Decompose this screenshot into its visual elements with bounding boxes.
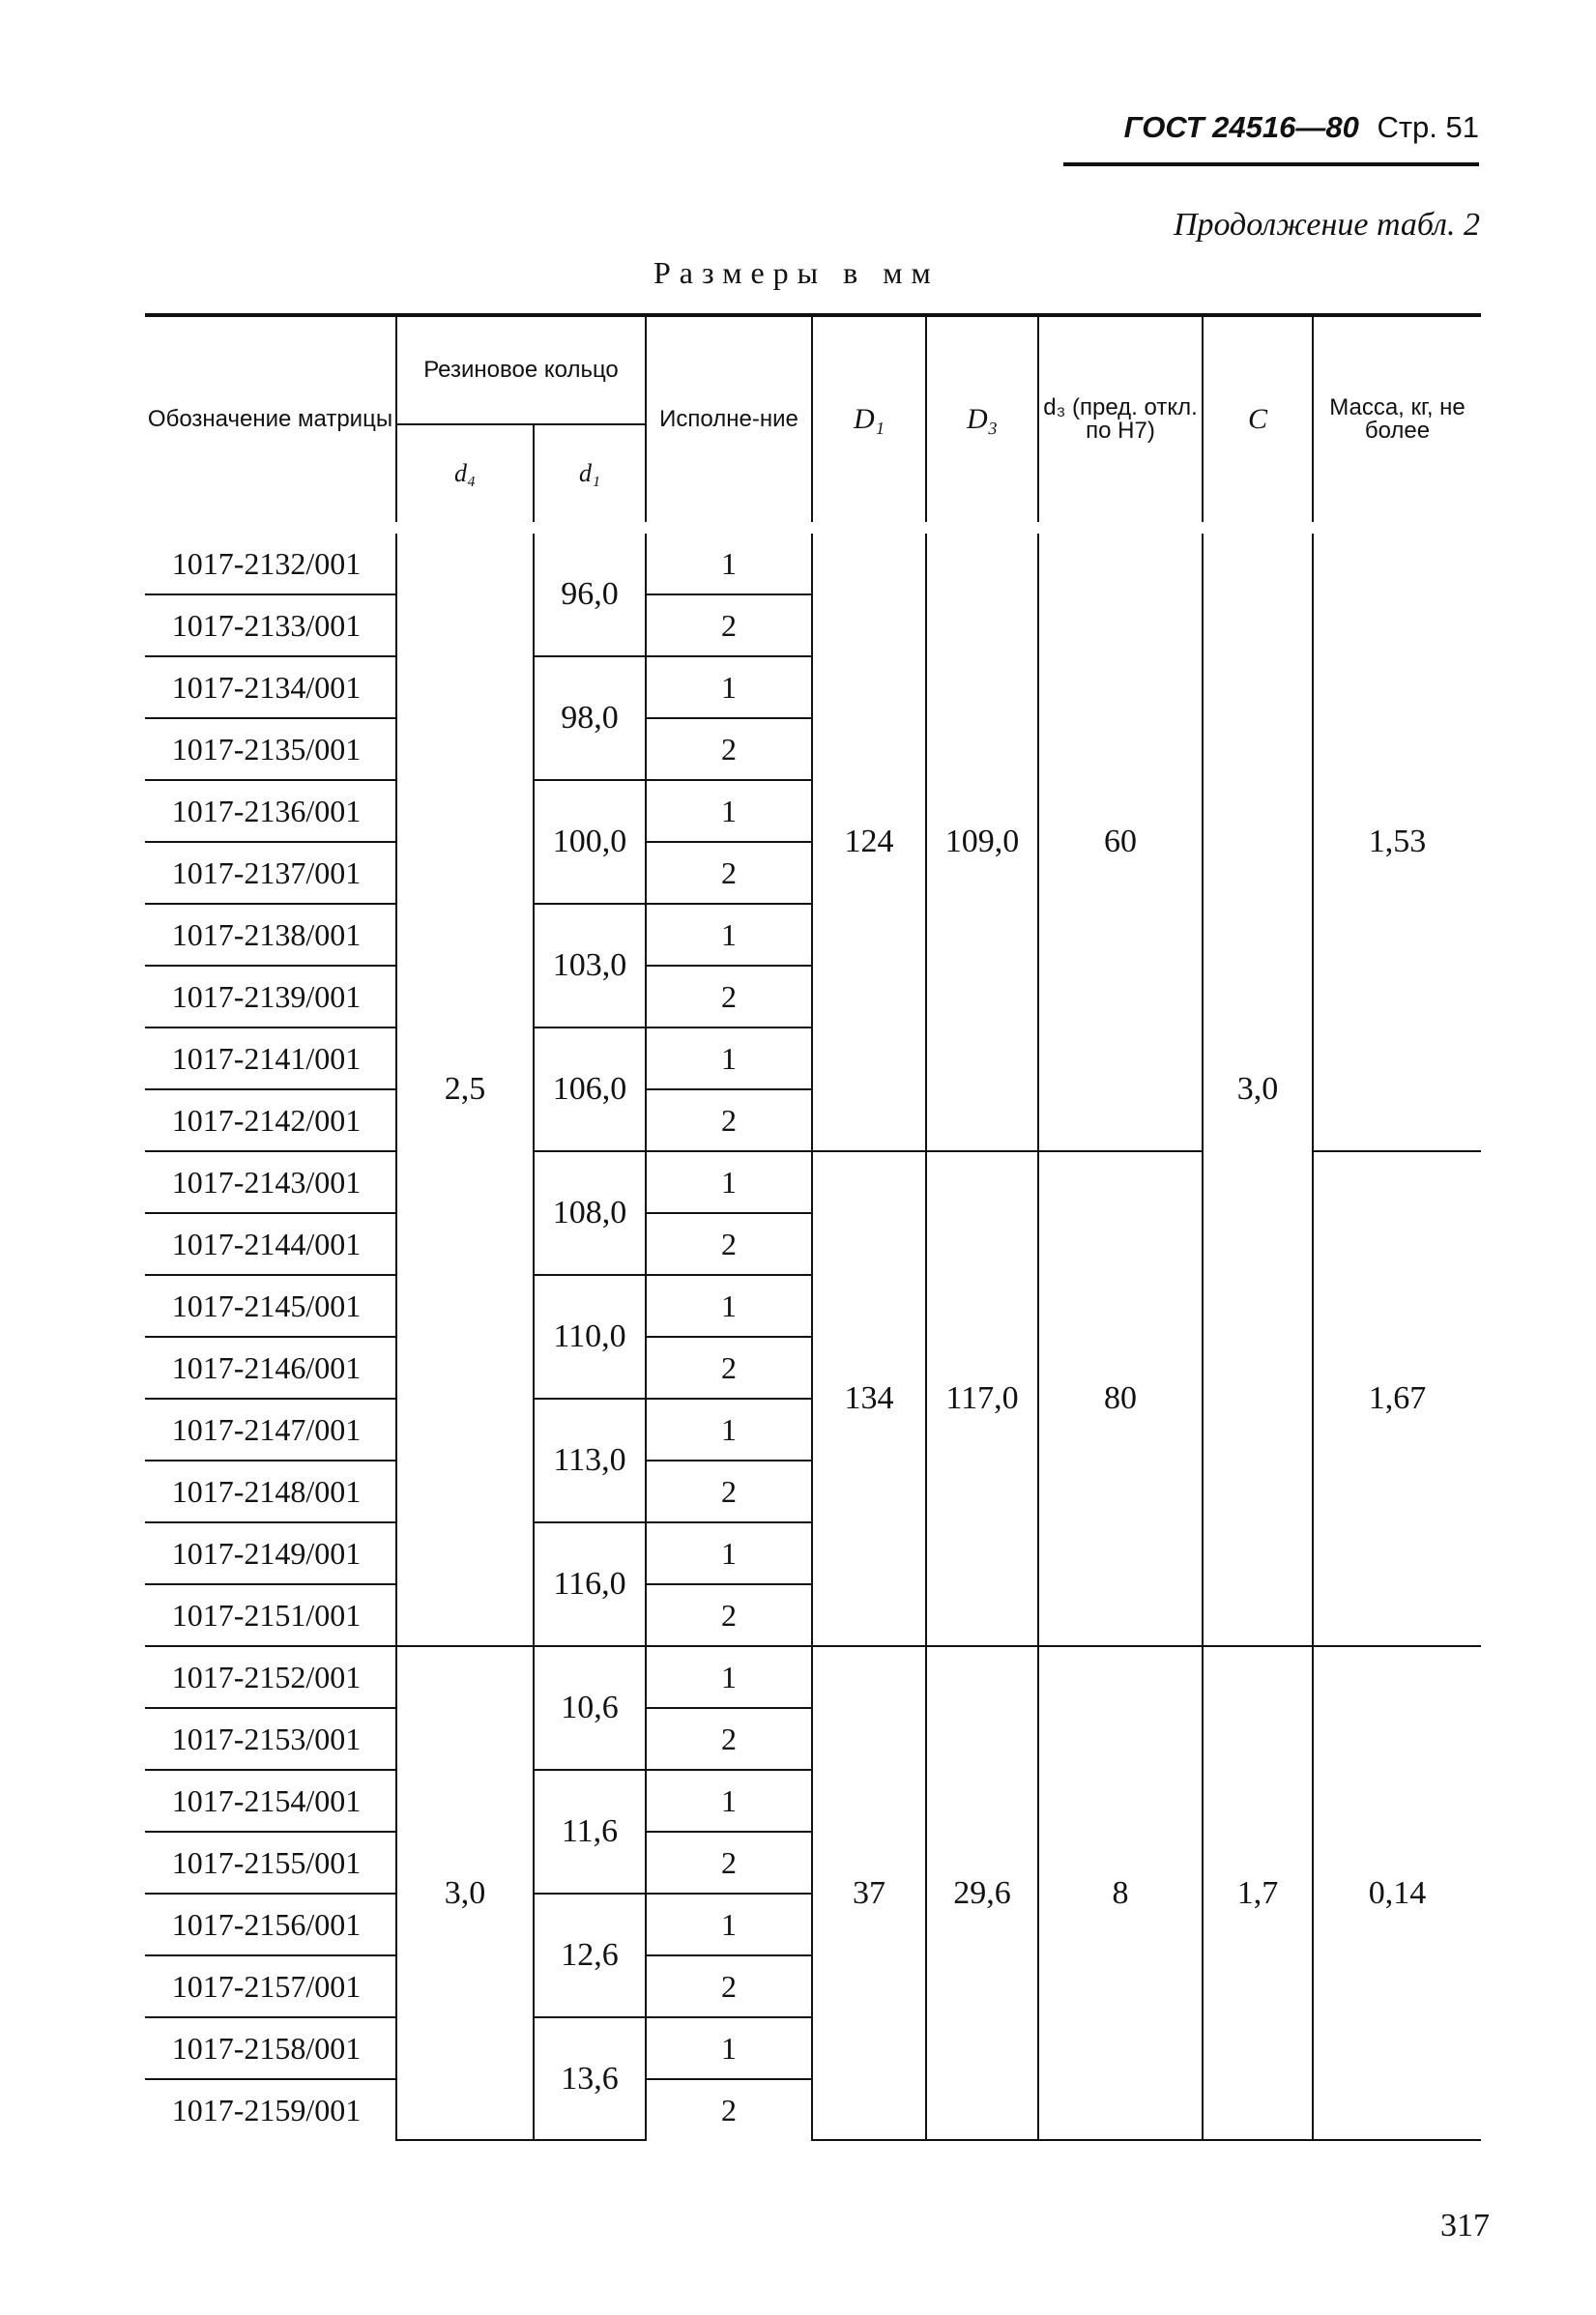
D3-cell: 117,0 [926,1151,1038,1646]
col-d4: d₄ [396,424,534,528]
col-D3: D₃ [926,315,1038,528]
d1-cell: 103,0 [534,904,646,1027]
D1-cell: 37 [812,1646,926,2140]
version-cell: 2 [646,1584,812,1646]
col-rubber-ring: Резиновое кольцо [396,315,646,424]
designation-cell: 1017-2135/001 [145,718,396,780]
dimensions-table [145,313,1481,2141]
version-cell: 1 [646,780,812,842]
version-cell: 2 [646,1708,812,1770]
page-number: 317 [1440,2208,1490,2243]
designation-cell: 1017-2148/001 [145,1461,396,1522]
col-C: C [1203,315,1313,528]
designation-cell: 1017-2137/001 [145,842,396,904]
designation-cell: 1017-2134/001 [145,656,396,718]
d1-cell: 96,0 [534,528,646,656]
version-cell: 1 [646,1894,812,1955]
designation-cell: 1017-2158/001 [145,2017,396,2079]
version-cell: 1 [646,528,812,594]
version-cell: 1 [646,2017,812,2079]
version-cell: 2 [646,718,812,780]
designation-cell: 1017-2132/001 [145,528,396,594]
D3-cell: 29,6 [926,1646,1038,2140]
d1-cell: 11,6 [534,1770,646,1894]
designation-cell: 1017-2142/001 [145,1089,396,1151]
designation-cell: 1017-2139/001 [145,966,396,1027]
mass-cell: 1,67 [1313,1151,1481,1646]
D3-cell: 109,0 [926,528,1038,1151]
version-cell: 2 [646,966,812,1027]
d1-cell: 106,0 [534,1027,646,1151]
designation-cell: 1017-2145/001 [145,1275,396,1337]
designation-cell: 1017-2151/001 [145,1584,396,1646]
designation-cell: 1017-2157/001 [145,1955,396,2017]
version-cell: 2 [646,2079,812,2140]
designation-cell: 1017-2152/001 [145,1646,396,1708]
table-row [145,528,1481,594]
version-cell: 2 [646,842,812,904]
d1-cell: 13,6 [534,2017,646,2140]
designation-cell: 1017-2149/001 [145,1522,396,1584]
version-cell: 1 [646,904,812,966]
col-D1: D₁ [812,315,926,528]
designation-cell: 1017-2154/001 [145,1770,396,1832]
d1-cell: 10,6 [534,1646,646,1770]
version-cell: 1 [646,1275,812,1337]
d1-cell: 110,0 [534,1275,646,1399]
table-body [145,528,1481,2140]
designation-cell: 1017-2159/001 [145,2079,396,2140]
designation-cell: 1017-2147/001 [145,1399,396,1461]
designation-cell: 1017-2144/001 [145,1213,396,1275]
d1-cell: 108,0 [534,1151,646,1275]
d1-cell: 12,6 [534,1894,646,2017]
version-cell: 1 [646,1151,812,1213]
designation-cell: 1017-2156/001 [145,1894,396,1955]
designation-cell: 1017-2155/001 [145,1832,396,1894]
d1-cell: 116,0 [534,1522,646,1646]
D1-cell: 134 [812,1151,926,1646]
version-cell: 2 [646,1089,812,1151]
page-header [1063,108,1479,166]
d4-cell: 2,5 [396,528,534,1646]
d1-cell: 100,0 [534,780,646,904]
version-cell: 2 [646,1461,812,1522]
designation-cell: 1017-2138/001 [145,904,396,966]
d4-cell: 3,0 [396,1646,534,2140]
version-cell: 2 [646,1337,812,1399]
d1-cell: 98,0 [534,656,646,780]
table-row [145,1646,1481,1708]
designation-cell: 1017-2136/001 [145,780,396,842]
d3-cell: 80 [1038,1151,1203,1646]
version-cell: 2 [646,1832,812,1894]
version-cell: 1 [646,1522,812,1584]
version-cell: 2 [646,1955,812,2017]
D1-cell: 124 [812,528,926,1151]
version-cell: 1 [646,1646,812,1708]
version-cell: 1 [646,1399,812,1461]
d1-cell: 113,0 [534,1399,646,1522]
designation-cell: 1017-2141/001 [145,1027,396,1089]
C-cell: 3,0 [1203,528,1313,1646]
d3-cell: 60 [1038,528,1203,1151]
col-d1: d₁ [534,424,646,528]
col-version: Исполне-ние [646,315,812,528]
version-cell: 1 [646,1027,812,1089]
designation-cell: 1017-2143/001 [145,1151,396,1213]
header-page-ref: Стр. 51 [1377,110,1479,144]
mass-cell: 1,53 [1313,528,1481,1151]
table-continuation-note: Продолжение табл. 2 [1173,207,1480,243]
col-designation: Обозначение матрицы [145,315,396,528]
table-header [145,315,1481,528]
mass-cell: 0,14 [1313,1646,1481,2140]
designation-cell: 1017-2153/001 [145,1708,396,1770]
designation-cell: 1017-2133/001 [145,594,396,656]
version-cell: 1 [646,656,812,718]
col-mass: Масса, кг, не более [1313,315,1481,528]
C-cell: 1,7 [1203,1646,1313,2140]
version-cell: 1 [646,1770,812,1832]
standard-number: ГОСТ 24516—80 [1123,110,1359,144]
d3-cell: 8 [1038,1646,1203,2140]
version-cell: 2 [646,594,812,656]
col-d3: d₃ (пред. откл. по Н7) [1038,315,1203,528]
version-cell: 2 [646,1213,812,1275]
designation-cell: 1017-2146/001 [145,1337,396,1399]
units-caption: Размеры в мм [653,255,940,290]
